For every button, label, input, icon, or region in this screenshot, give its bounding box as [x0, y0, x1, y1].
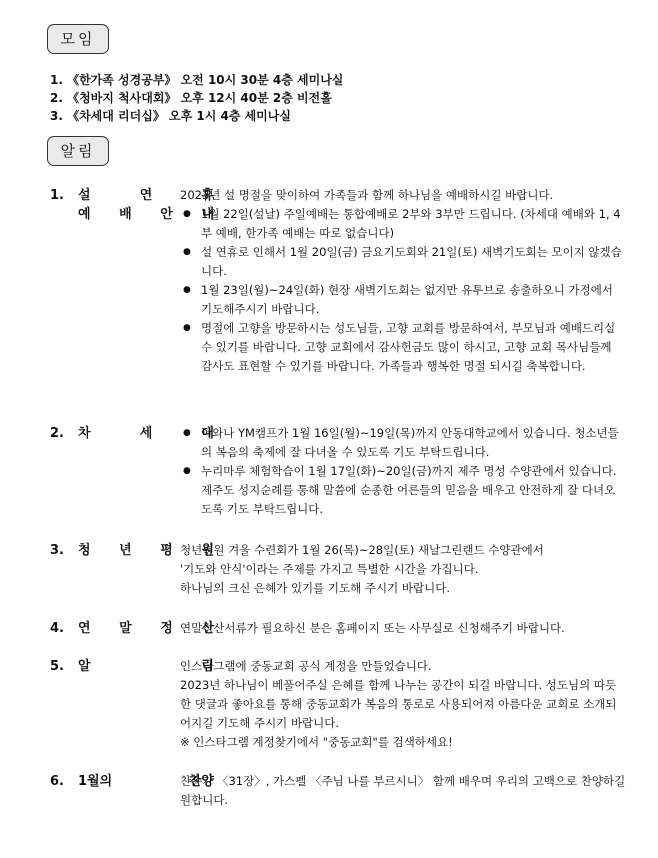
meeting-heading: 모임 — [47, 24, 109, 54]
item-title: 1월의 찬양 — [78, 774, 214, 789]
item-number: 2. — [50, 426, 64, 441]
meeting-item: 3. 《차세대 리더십》 오후 1시 4층 세미나실 — [50, 109, 291, 123]
bullet-item: ● 누리마루 체험학습이 1월 17일(화)~20일(금)까지 제주 명성 수양관에서 있습니다. 제주도 성지순례를 통해 말씀에 순종한 어른들의 믿음을 배우고 안전하게 잘 다녀오도록 기도 부탁드립니다. — [180, 462, 626, 519]
bullet-item: ● 1월 23일(월)~24일(화) 현장 새벽기도회는 없지만 유투브로 송출하오니 가정에서 기도해주시기 바랍니다. — [180, 281, 626, 319]
item-body — [180, 657, 626, 752]
meeting-item: 1. 《한가족 성경공부》 오전 10시 30분 4층 세미나실 — [50, 73, 344, 87]
body-line: 인스타그램에 중동교회 공식 계정을 만들었습니다. — [180, 659, 432, 673]
body-line: '기도와 안식'이라는 주제를 가지고 특별한 시간을 가집니다. — [180, 562, 479, 576]
bullet-item: ● 설 연휴로 인해서 1월 20일(금) 금요기도회와 21일(토) 새벽기도회는 모이지 않겠습니다. — [180, 243, 626, 281]
item-body — [180, 186, 626, 376]
item-title: 차 세 대 — [78, 426, 214, 441]
item-intro: 2023년 설 명절을 맞이하여 가족들과 함께 하나님을 예배하시길 바랍니다. — [180, 188, 554, 202]
body-line: 하나님의 크신 은혜가 있기를 기도해 주시기 바랍니다. — [180, 581, 450, 595]
item-number: 3. — [50, 543, 64, 558]
item-body — [180, 541, 626, 598]
bullet-item: ● 어와나 YM캠프가 1월 16일(월)~19일(목)까지 안동대학교에서 있습니다. 청소년들의 복음의 축제에 잘 다녀올 수 있도록 기도 부탁드립니다. — [180, 424, 626, 462]
notice-heading: 알림 — [47, 136, 109, 166]
item-title: 연 말 정 산 — [78, 621, 214, 636]
body-line: 연말정산서류가 필요하신 분은 홈페이지 또는 사무실로 신청해주기 바랍니다. — [180, 621, 565, 635]
meeting-item: 2. 《청바지 척사대회》 오후 12시 40분 2층 비전홀 — [50, 91, 332, 105]
item-title-second-line: 예 배 안 내 — [78, 207, 214, 222]
item-number: 6. — [50, 774, 64, 789]
item-number: 4. — [50, 621, 64, 636]
item-number: 1. — [50, 188, 64, 203]
body-line: 2023년 하나님이 베풀어주실 은혜를 함께 나누는 공간이 되길 바랍니다. 성도님의 따듯한 댓글과 좋아요를 통해 중동교회가 복음의 통로로 사용되어져 아름다운 교회로 소개되어지길 기도해 주시기 바랍니다. — [180, 678, 617, 730]
item-title: 알 림 — [78, 659, 214, 674]
bullet-item: ● 1월 22일(설날) 주일예배는 통합예배로 2부와 3부만 드립니다. (차세대 예배와 1, 4부 예배, 한가족 예배는 따로 없습니다) — [180, 205, 626, 243]
item-body — [180, 772, 626, 810]
item-body — [180, 424, 626, 519]
body-line: 찬송가 〈31장〉, 가스펠 〈주님 나를 부르시니〉 함께 배우며 우리의 고백으로 찬양하길 원합니다. — [180, 774, 626, 807]
item-body — [180, 619, 626, 638]
item-number: 5. — [50, 659, 64, 674]
body-line: ※ 인스타그램 계정찾기에서 "중동교회"를 검색하세요! — [180, 735, 453, 749]
item-title: 청 년 평 원 — [78, 543, 214, 558]
bullet-item: ● 명절에 고향을 방문하시는 성도님들, 고향 교회를 방문하여서, 부모님과 예배드리실 수 있기를 바랍니다. 고향 교회에서 감사헌금도 많이 하시고, 고향 교회 목사님들께 감사도 표현할 수 있기를 바랍니다. 가족들과 행복한 명절 되시길 축복합니다. — [180, 319, 626, 376]
meeting-list — [50, 71, 343, 125]
body-line: 청년평원 겨울 수련회가 1월 26(목)~28일(토) 새날그린랜드 수양관에서 — [180, 543, 544, 557]
item-title: 설 연 휴 — [78, 188, 214, 203]
